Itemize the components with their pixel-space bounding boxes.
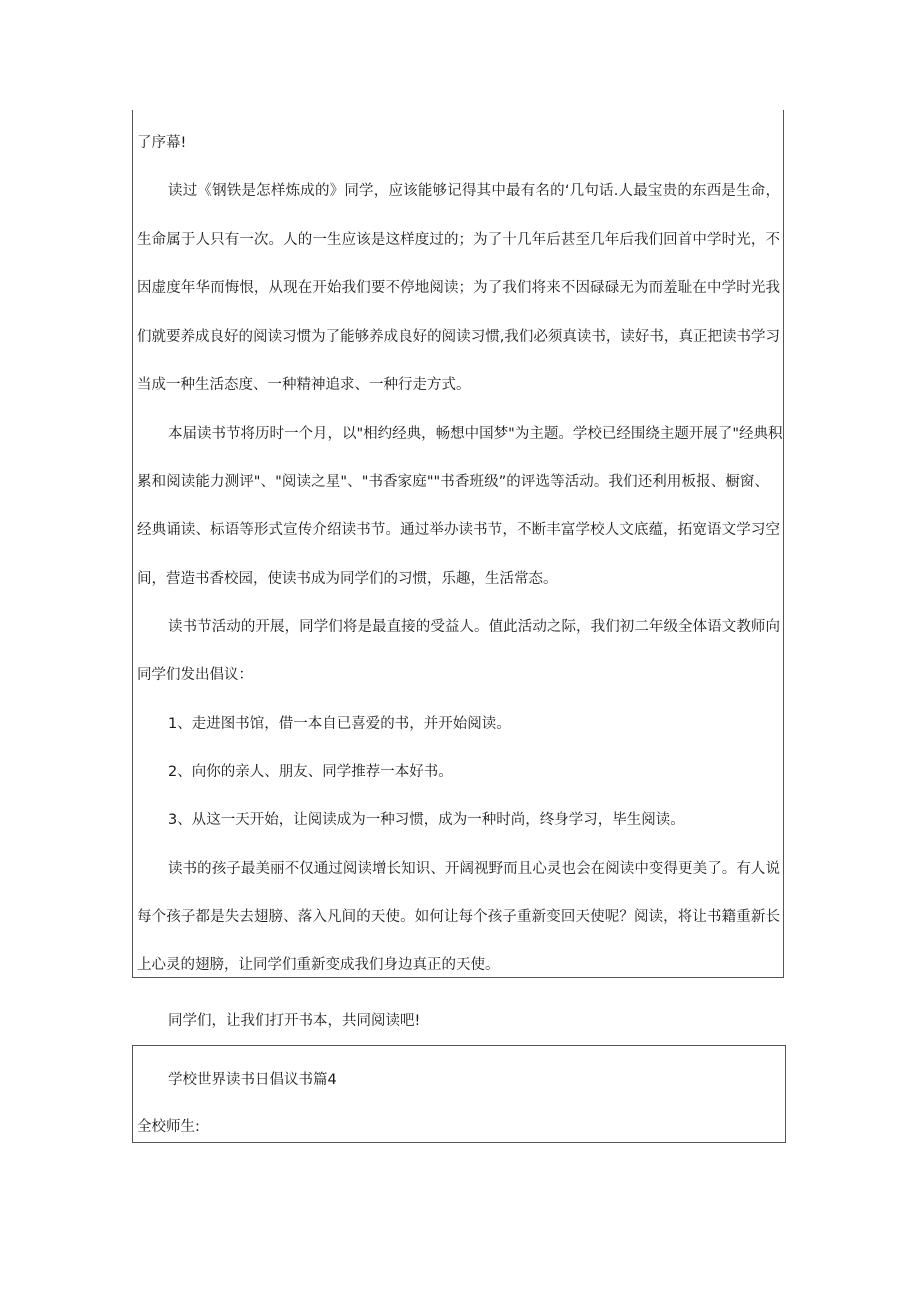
text-line-11: 读书节活动的开展，同学们将是最直接的受益人。值此活动之际，我们初二年级全体语文教师向 xyxy=(168,619,780,635)
proposal-item-3: 3、从这一天开始，让阅读成为一种习惯，成为一种时尚，终身学习，毕生阅读。 xyxy=(168,812,685,828)
text-line-5: 们就要养成良好的阅读习惯为了能够养成良好的阅读习惯,我们必须真读书，读好书，真正把读书学习 xyxy=(137,329,780,345)
proposal-item-2: 2、向你的亲人、朋友、同学推荐一本好书。 xyxy=(168,764,453,780)
section-title: 学校世界读书日倡议书篇4 xyxy=(168,1072,337,1088)
greeting: 全校师生: xyxy=(137,1119,200,1135)
text-line-8: 累和阅读能力测评"、"阅读之星"、"书香家庭""书香班级”的评选等活动。我们还利用板报、橱窗、 xyxy=(137,474,769,490)
content-frame-2 xyxy=(132,1045,786,1143)
text-line-3: 生命属于人只有一次。人的一生应该是这样度过的；为了十几年后甚至几年后我们回首中学时光，不 xyxy=(137,232,780,248)
text-line-1: 了序幕! xyxy=(137,135,187,151)
text-line-18: 上心灵的翅膀，让同学们重新变成我们身边真正的天使。 xyxy=(137,957,500,973)
text-line-9: 经典诵读、标语等形式宣传介绍读书节。通过举办读书节，不断丰富学校人文底蕴，拓宽语文学习空 xyxy=(137,522,780,538)
text-line-12: 同学们发出倡议： xyxy=(137,667,253,683)
text-line-17: 每个孩子都是失去翅膀、落入凡间的天使。如何让每个孩子重新变回天使呢？阅读，将让书籍重新长 xyxy=(137,909,780,925)
text-line-6: 当成一种生活态度、一种精神追求、一种行走方式。 xyxy=(137,377,471,393)
text-line-16: 读书的孩子最美丽不仅通过阅读增长知识、开阔视野而且心灵也会在阅读中变得更美了。有人说 xyxy=(168,861,780,877)
text-line-7: 本届读书节将历时一个月，以"相约经典，畅想中国梦"为主题。学校已经围绕主题开展了"经典积 xyxy=(168,426,783,442)
text-line-2: 读过《钢铁是怎样炼成的》同学，应该能够记得其中最有名的‘几句话.人最宝贵的东西是生命， xyxy=(168,183,780,199)
text-line-4: 因虚度年华而悔恨，从现在开始我们要不停地阅读；为了我们将来不因碌碌无为而羞耻在中学时光我 xyxy=(137,280,780,296)
closing-line: 同学们，让我们打开书本，共同阅读吧! xyxy=(168,1013,421,1029)
proposal-item-1: 1、走进图书馆，借一本自已喜爱的书，并开始阅读。 xyxy=(168,716,511,732)
text-line-10: 间，营造书香校园，使读书成为同学们的习惯，乐趣，生活常态。 xyxy=(137,571,558,587)
